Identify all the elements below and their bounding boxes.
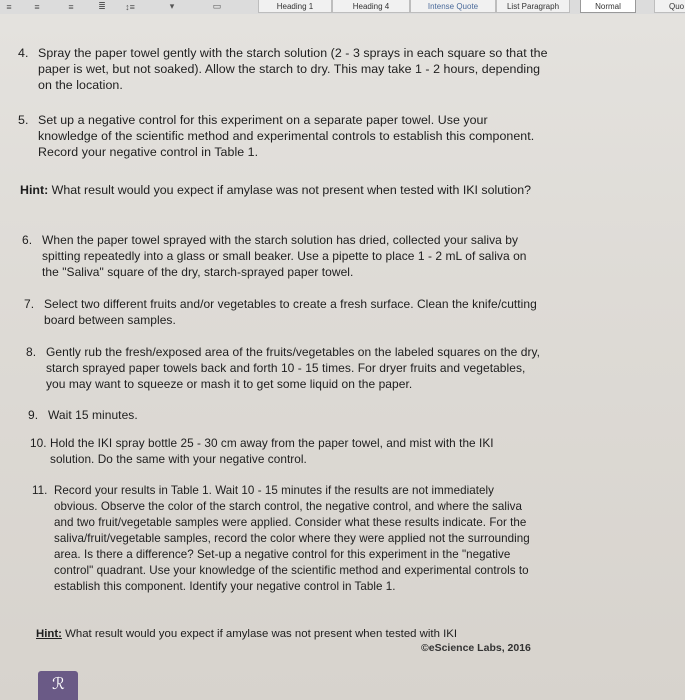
step-11 [32, 483, 538, 595]
style-heading-4[interactable]: Heading 4 [332, 0, 410, 13]
step-number: 10. [30, 436, 47, 450]
step-text: Wait 15 minutes. [48, 408, 138, 422]
step-number: 6. [22, 233, 33, 247]
step-text: Gently rub the fresh/exposed area of the fruits/vegetables on the labeled squares on the dry, starch sprayed paper towels back and forth 10 - 15 times. For dryer fruits and vegetables, you may want to squeeze or mash it to get some liquid on the paper. [46, 345, 541, 391]
step-7 [24, 296, 540, 328]
step-10 [30, 435, 540, 467]
document-page [0, 14, 685, 700]
step-4 [18, 45, 548, 93]
step-text: When the paper towel sprayed with the starch solution has dried, collected your saliva by spitting repeatedly into a glass or small beaker. Use a pipette to place 1 - 2 mL of saliva on the "Saliva" square of the dry, starch-sprayed paper towel. [42, 233, 527, 279]
line-spacing-icon[interactable]: ↕≡ [125, 1, 135, 12]
align-justify-icon[interactable]: ≡ [34, 1, 40, 12]
step-9 [28, 407, 538, 423]
style-normal[interactable]: Normal [580, 0, 636, 13]
hint-label: Hint: [20, 183, 49, 197]
word-ribbon [0, 0, 685, 15]
step-text: Record your results in Table 1. Wait 10 - 15 minutes if the results are not immediately obvious. Observe the color of the starch control, the negative control, and where the saliva and two fruit/vegetable samples were applied. Consider what these results indicate. For the saliva/fruit/vegetable samples, record the color where they were applied not the surrounding area. Is there a difference? Set-up a negative control for this experiment in the "negative control" quadrant. Use your knowledge of the scientific method and experimental controls to establish this component. Identify your negative control in Table 1. [54, 484, 530, 593]
style-intense-quote[interactable]: Intense Quote [410, 0, 496, 13]
step-5 [18, 112, 548, 160]
step-text: Hold the IKI spray bottle 25 - 30 cm away from the paper towel, and mist with the IKI solution. Do the same with your negative control. [50, 436, 494, 466]
borders-icon[interactable]: ▭ [212, 1, 222, 11]
copyright-credit: ©eScience Labs, 2016 [421, 642, 531, 654]
app-badge[interactable] [38, 671, 78, 700]
shading-icon[interactable]: ▾ [169, 1, 175, 11]
step-text: Spray the paper towel gently with the starch solution (2 - 3 sprays in each square so that the paper is wet, but not soaked). Allow the starch to dry. This may take 1 - 2 hours, depending on the location. [38, 46, 548, 92]
step-number: 11. [32, 484, 48, 497]
hint-text: What result would you expect if amylase was not present when tested with IKI [61, 628, 458, 640]
step-number: 7. [24, 297, 35, 311]
step-number: 9. [28, 408, 39, 422]
step-number: 4. [18, 46, 29, 60]
logo-icon: ℛ [52, 674, 65, 693]
hint-1 [20, 182, 545, 198]
step-6 [22, 232, 542, 280]
style-list-paragraph[interactable]: List Paragraph [496, 0, 570, 13]
step-text: Set up a negative control for this experiment on a separate paper towel. Use your knowledge of the scientific method and experimental controls to establish this component. Record your negative control in Table 1. [38, 113, 535, 159]
step-number: 8. [26, 345, 37, 359]
list-icon[interactable]: ≣ [98, 1, 106, 11]
hint-label: Hint: [36, 628, 62, 640]
align-right-icon[interactable]: ≡ [68, 1, 74, 12]
step-8 [26, 344, 542, 392]
hint-text: What result would you expect if amylase was not present when tested with IKI solution? [48, 183, 532, 197]
step-number: 5. [18, 113, 29, 127]
style-quote[interactable]: Quo [654, 0, 685, 13]
hint-2 [36, 626, 546, 642]
style-heading-1[interactable]: Heading 1 [258, 0, 332, 13]
step-text: Select two different fruits and/or vegetables to create a fresh surface. Clean the knife/cutting board between samples. [44, 297, 537, 327]
align-center-icon[interactable]: ≡ [6, 1, 12, 12]
